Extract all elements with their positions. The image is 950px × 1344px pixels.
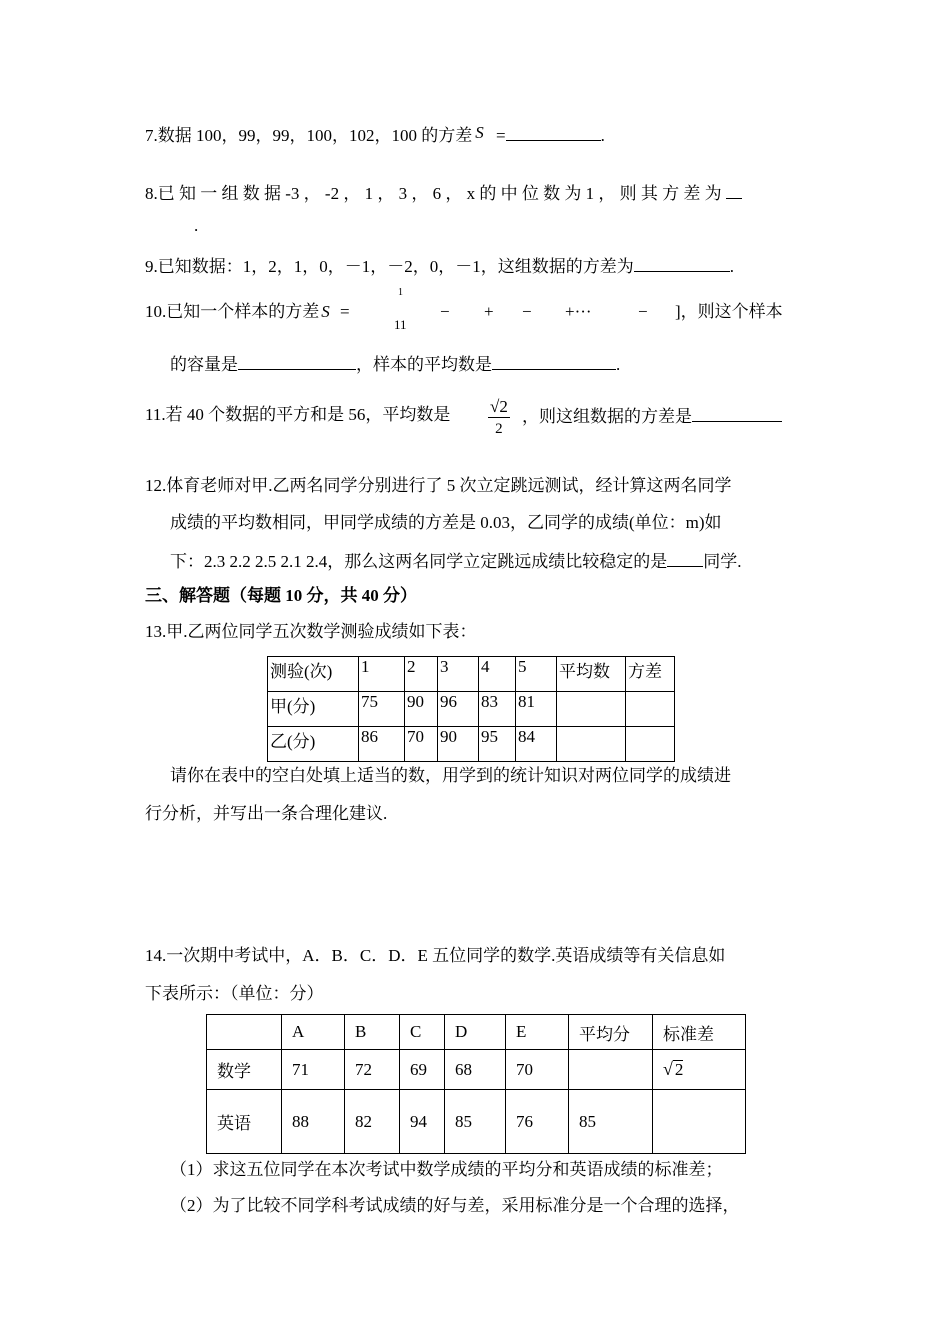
q11-prefix: 11.若 40 个数据的平方和是 56，平均数是 xyxy=(145,405,451,424)
table-cell: 69 xyxy=(400,1050,445,1090)
table-cell: 乙(分) xyxy=(268,727,359,762)
q10-equals: = xyxy=(340,302,350,321)
q14-intro-1: 14.一次期中考试中，A．B．C．D．E 五位同学的数学.英语成绩等有关信息如 xyxy=(145,946,726,965)
q9-answer-blank xyxy=(634,255,730,272)
table-cell: 90 xyxy=(405,692,438,727)
table-cell xyxy=(207,1015,282,1050)
q10-capacity-label: 的容量是 xyxy=(170,355,238,374)
table-cell: 3 xyxy=(438,657,479,692)
table-row xyxy=(268,657,675,692)
q7-equals: = xyxy=(496,126,506,145)
q9-text: 9.已知数据：1，2，1，0，－1，－2，0，－1，这组数据的方差为 xyxy=(145,257,634,276)
question-12-line2: 成绩的平均数相同，甲同学成绩的方差是 0.03，乙同学的成绩(单位：m)如 xyxy=(170,513,722,532)
q12-answer-blank xyxy=(667,550,703,567)
table-cell: 90 xyxy=(438,727,479,762)
q8-answer-blank xyxy=(726,182,742,199)
q11-suffix: ，则这组数据的方差是 xyxy=(522,407,692,426)
table-cell: E xyxy=(506,1015,569,1050)
q14-part-2: （2）为了比较不同学科考试成绩的好与差，采用标准分是一个合理的选择， xyxy=(170,1196,740,1215)
table-cell: 数学 xyxy=(207,1050,282,1090)
q13-instruction-2: 行分析，并写出一条合理化建议. xyxy=(145,804,388,823)
table-cell: 95 xyxy=(479,727,516,762)
table-cell: 5 xyxy=(516,657,557,692)
q13-intro: 13.甲.乙两位同学五次数学测验成绩如下表： xyxy=(145,622,477,641)
table-cell: D xyxy=(445,1015,506,1050)
q11-frac xyxy=(488,397,510,440)
q10-mean-blank xyxy=(492,353,616,370)
table-cell: 88 xyxy=(282,1090,345,1154)
q10-minus-3: − xyxy=(638,302,648,321)
question-10-line1 xyxy=(145,302,350,322)
table-cell: 甲(分) xyxy=(268,692,359,727)
table-cell: 70 xyxy=(506,1050,569,1090)
q14-intro-2: 下表所示：（单位：分） xyxy=(145,984,324,1003)
q7-variance-symbol: S xyxy=(475,123,484,142)
table-cell: 75 xyxy=(359,692,405,727)
table-cell: 方差 xyxy=(626,657,675,692)
q11-fraction xyxy=(488,397,510,440)
question-9 xyxy=(145,255,734,277)
table-cell: 2 xyxy=(405,657,438,692)
table-cell: 81 xyxy=(516,692,557,727)
table-cell: 68 xyxy=(445,1050,506,1090)
table-cell: B xyxy=(345,1015,400,1050)
table-cell: 85 xyxy=(569,1090,653,1154)
q11-frac-num xyxy=(488,397,510,418)
table-cell: 96 xyxy=(438,692,479,727)
table-cell: 71 xyxy=(282,1050,345,1090)
table-cell: 94 xyxy=(400,1090,445,1154)
table-cell: 70 xyxy=(405,727,438,762)
q7-text: 7.数据 100，99，99，100，102，100 的方差 xyxy=(145,126,473,145)
table-cell: 76 xyxy=(506,1090,569,1154)
table-cell: 标准差 xyxy=(653,1015,746,1050)
q11-sqrt-symbol: √ xyxy=(490,397,500,416)
q13-score-table xyxy=(267,656,675,762)
table-cell: 1 xyxy=(359,657,405,692)
table-row xyxy=(268,727,675,762)
table-cell: 82 xyxy=(345,1090,400,1154)
table-cell-blank xyxy=(569,1050,653,1090)
q14-part-1: （1）求这五位同学在本次考试中数学成绩的平均分和英语成绩的标准差； xyxy=(170,1160,723,1179)
question-12-line3 xyxy=(170,550,742,572)
question-8 xyxy=(145,182,742,204)
q10-plus-1: + xyxy=(484,302,494,321)
q14-score-table xyxy=(206,1014,746,1154)
q8-period: . xyxy=(194,216,199,235)
q7-answer-blank xyxy=(506,124,601,141)
q11-sqrt-radicand: 2 xyxy=(499,397,508,416)
table-cell xyxy=(653,1050,746,1090)
table-cell: 测验(次) xyxy=(268,657,359,692)
q10-minus-1: − xyxy=(440,302,450,321)
table-cell: 英语 xyxy=(207,1090,282,1154)
q10-plus-dots: +··· xyxy=(565,302,592,321)
table-row xyxy=(207,1090,746,1154)
sqrt-symbol: √ xyxy=(663,1059,673,1079)
table-row xyxy=(207,1050,746,1090)
table-cell-blank xyxy=(557,692,626,727)
table-row xyxy=(207,1015,746,1050)
question-7 xyxy=(145,124,605,146)
q10-prefix: 10.已知一个样本的方差 xyxy=(145,302,320,321)
question-12-line1: 12.体育老师对甲.乙两名同学分别进行了 5 次立定跳远测试，经计算这两名同学 xyxy=(145,476,732,495)
sqrt-value xyxy=(663,1059,683,1080)
table-row xyxy=(268,692,675,727)
q12-line3-end: 同学. xyxy=(703,552,742,571)
table-cell: C xyxy=(400,1015,445,1050)
q11-answer-blank xyxy=(692,405,782,422)
table-cell-blank xyxy=(653,1090,746,1154)
q10-capacity-blank xyxy=(238,353,356,370)
table-cell: A xyxy=(282,1015,345,1050)
question-11 xyxy=(145,405,450,425)
q13-instruction-1: 请你在表中的空白处填上适当的数，用学到的统计知识对两位同学的成绩进 xyxy=(170,766,731,785)
table-cell: 85 xyxy=(445,1090,506,1154)
q10-variance-symbol: S xyxy=(321,302,330,321)
q10-minus-2: − xyxy=(522,302,532,321)
question-10-line2 xyxy=(170,353,620,375)
q11-suffix-line xyxy=(522,405,782,427)
q12-line3-text: 下：2.3 2.2 2.5 2.1 2.4，那么这两名同学立定跳远成绩比较稳定的是 xyxy=(170,552,668,571)
section-3-title: 三、解答题（每题 10 分，共 40 分） xyxy=(145,586,417,605)
q10-suffix: ]，则这个样本 xyxy=(675,302,783,321)
table-cell: 平均数 xyxy=(557,657,626,692)
table-cell-blank xyxy=(557,727,626,762)
sqrt-radicand: 2 xyxy=(674,1060,684,1079)
q11-frac-den: 2 xyxy=(495,421,503,437)
q8-text: 8.已 知 一 组 数 据 -3 ， -2 ， 1 ， 3 ， 6 ， x 的 中 位 数 为 1 ， 则 其 方 差 为 xyxy=(145,184,722,203)
q10-mean-label: ，样本的平均数是 xyxy=(356,355,492,374)
table-cell-blank xyxy=(626,692,675,727)
q7-period: . xyxy=(600,126,605,145)
table-cell: 4 xyxy=(479,657,516,692)
table-cell-blank xyxy=(626,727,675,762)
q9-period: . xyxy=(729,257,734,276)
table-cell: 83 xyxy=(479,692,516,727)
q10-frac-den: 11 xyxy=(394,317,407,332)
table-cell: 72 xyxy=(345,1050,400,1090)
q10-period: . xyxy=(616,355,621,374)
table-cell: 84 xyxy=(516,727,557,762)
q10-frac-num: 1 xyxy=(398,287,403,298)
table-cell: 平均分 xyxy=(569,1015,653,1050)
table-cell: 86 xyxy=(359,727,405,762)
